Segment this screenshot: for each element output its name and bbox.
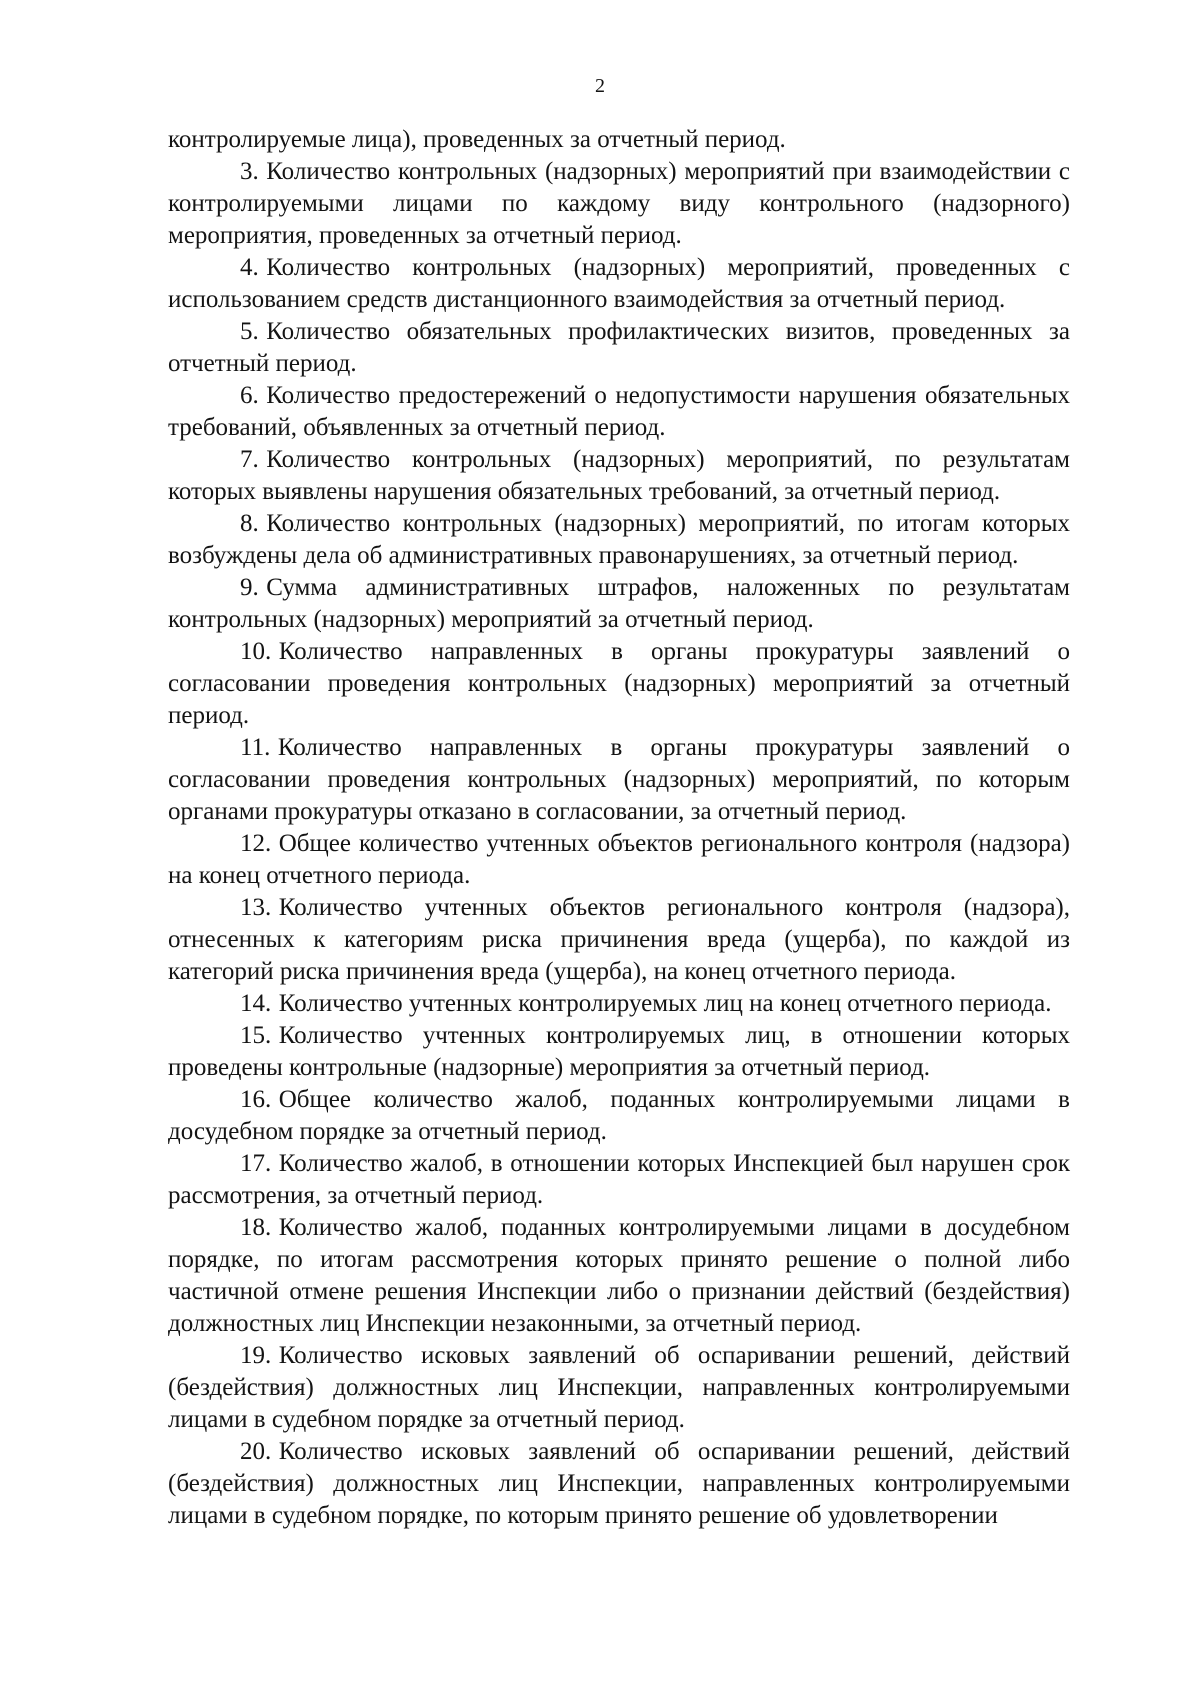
- paragraph-text: Количество направленных в органы прокуратуры заявлений о согласовании проведения контрольных (надзорных) мероприятий за отчетный период.: [168, 638, 1070, 729]
- paragraph-text: Количество контрольных (надзорных) мероприятий при взаимодействии с контролируемыми лицами по каждому виду контрольного (надзорного) мероприятия, проведенных за отчетный период.: [168, 158, 1070, 249]
- paragraph-number: 16.: [240, 1086, 272, 1113]
- paragraph-number: 15.: [240, 1022, 272, 1049]
- paragraph-item-17: [168, 1148, 1070, 1212]
- paragraph-text: контролируемые лица), проведенных за отчетный период.: [168, 126, 786, 153]
- paragraph-item-9: [168, 572, 1070, 636]
- paragraph-item-19: [168, 1340, 1070, 1436]
- paragraph-item-11: [168, 732, 1070, 828]
- paragraph-text: Количество жалоб, поданных контролируемыми лицами в досудебном порядке, по итогам рассмотрения которых принято решение о полной либо частичной отмене решения Инспекции либо о признании действий (бездействия) должностных лиц Инспекции незаконными, за отчетный период.: [168, 1214, 1070, 1337]
- paragraph-text: Количество контрольных (надзорных) мероприятий, проведенных с использованием средств дистанционного взаимодействия за отчетный период.: [168, 254, 1070, 313]
- paragraph-text: Количество учтенных объектов регионального контроля (надзора), отнесенных к категориям риска причинения вреда (ущерба), по каждой из категорий риска причинения вреда (ущерба), на конец отчетного периода.: [168, 894, 1070, 985]
- paragraph-number: 6.: [240, 382, 259, 409]
- paragraph-text: Общее количество учтенных объектов регионального контроля (надзора) на конец отчетного периода.: [168, 830, 1070, 889]
- paragraph-item-13: [168, 892, 1070, 988]
- paragraph-item-18: [168, 1212, 1070, 1340]
- paragraph-item-4: [168, 252, 1070, 316]
- paragraph-text: Количество исковых заявлений об оспаривании решений, действий (бездействия) должностных лиц Инспекции, направленных контролируемыми лицами в судебном порядке, по которым принято решение об удовлетворении: [168, 1438, 1070, 1529]
- paragraph-text: Количество учтенных контролируемых лиц на конец отчетного периода.: [278, 990, 1052, 1017]
- document-body: [168, 124, 1070, 1532]
- paragraph-text: Сумма административных штрафов, наложенных по результатам контрольных (надзорных) мероприятий за отчетный период.: [168, 574, 1070, 633]
- paragraph-item-8: [168, 508, 1070, 572]
- page-number: 2: [595, 75, 605, 97]
- paragraph-item-6: [168, 380, 1070, 444]
- paragraph-text: Количество контрольных (надзорных) мероприятий, по итогам которых возбуждены дела об административных правонарушениях, за отчетный период.: [168, 510, 1070, 569]
- paragraph-text: Количество учтенных контролируемых лиц, в отношении которых проведены контрольные (надзорные) мероприятия за отчетный период.: [168, 1022, 1070, 1081]
- paragraph-item-14: [168, 988, 1070, 1020]
- paragraph-number: 7.: [240, 446, 259, 473]
- paragraph-item-15: [168, 1020, 1070, 1084]
- paragraph-item-10: [168, 636, 1070, 732]
- paragraph-text: Количество предостережений о недопустимости нарушения обязательных требований, объявленных за отчетный период.: [168, 382, 1070, 441]
- paragraph-number: 12.: [240, 830, 272, 857]
- paragraph-number: 20.: [240, 1438, 272, 1465]
- paragraph-number: 19.: [240, 1342, 272, 1369]
- paragraph-number: 11.: [240, 734, 271, 761]
- paragraph-number: 8.: [240, 510, 259, 537]
- paragraph-number: 17.: [240, 1150, 272, 1177]
- paragraph-continuation: [168, 124, 1070, 156]
- paragraph-number: 13.: [240, 894, 272, 921]
- paragraph-text: Общее количество жалоб, поданных контролируемыми лицами в досудебном порядке за отчетный период.: [168, 1086, 1070, 1145]
- paragraph-text: Количество контрольных (надзорных) мероприятий, по результатам которых выявлены нарушения обязательных требований, за отчетный период.: [168, 446, 1070, 505]
- paragraph-text: Количество исковых заявлений об оспаривании решений, действий (бездействия) должностных лиц Инспекции, направленных контролируемыми лицами в судебном порядке за отчетный период.: [168, 1342, 1070, 1433]
- paragraph-number: 14.: [240, 990, 272, 1017]
- paragraph-number: 10.: [240, 638, 272, 665]
- paragraph-item-5: [168, 316, 1070, 380]
- paragraph-item-16: [168, 1084, 1070, 1148]
- paragraph-text: Количество жалоб, в отношении которых Инспекцией был нарушен срок рассмотрения, за отчетный период.: [168, 1150, 1070, 1209]
- paragraph-item-7: [168, 444, 1070, 508]
- paragraph-text: Количество обязательных профилактических визитов, проведенных за отчетный период.: [168, 318, 1070, 377]
- paragraph-item-12: [168, 828, 1070, 892]
- paragraph-text: Количество направленных в органы прокуратуры заявлений о согласовании проведения контрольных (надзорных) мероприятий, по которым органами прокуратуры отказано в согласовании, за отчетный период.: [168, 734, 1070, 825]
- paragraph-number: 3.: [240, 158, 259, 185]
- paragraph-item-20: [168, 1436, 1070, 1532]
- paragraph-item-3: [168, 156, 1070, 252]
- paragraph-number: 4.: [240, 254, 259, 281]
- paragraph-number: 5.: [240, 318, 259, 345]
- paragraph-number: 18.: [240, 1214, 272, 1241]
- paragraph-number: 9.: [240, 574, 259, 601]
